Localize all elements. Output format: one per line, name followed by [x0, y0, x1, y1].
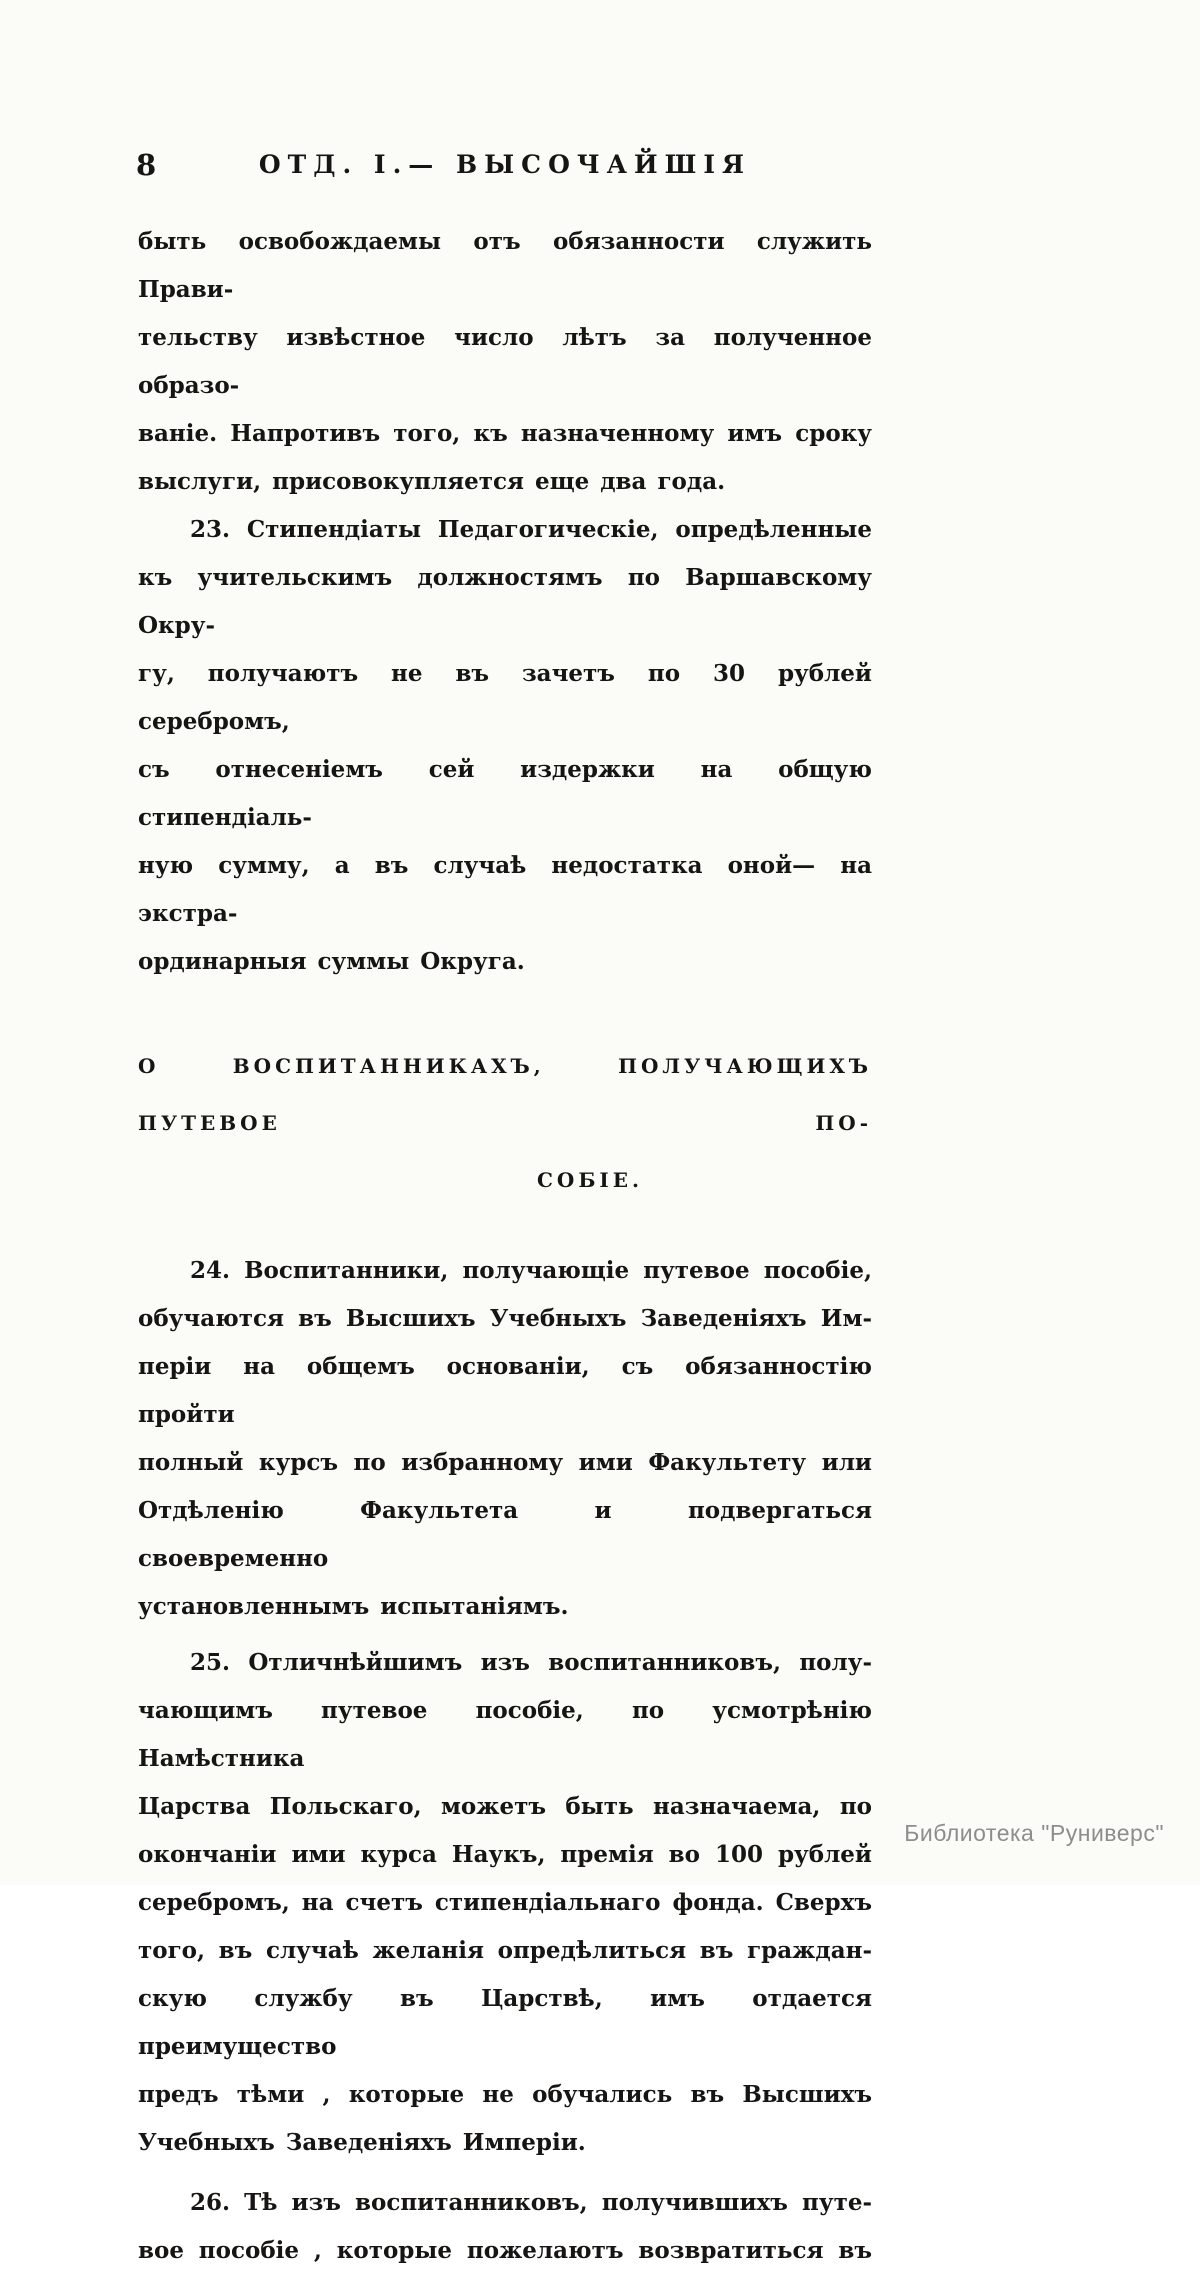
- running-header: ОТД. I.— ВЫСОЧАЙШІЯ: [258, 150, 752, 179]
- text-line: вое пособіе , которые пожелаютъ возвратиться въ: [138, 2237, 872, 2264]
- text-line: обучаются въ Высшихъ Учебныхъ Заведеніяхъ Им-: [138, 1305, 872, 1332]
- text-line: серебромъ, на счетъ стипендіальнаго фонда. Сверхъ: [138, 1889, 872, 1916]
- text-line: того, въ случаѣ желанія опредѣлиться въ граждан-: [138, 1937, 872, 1964]
- paragraph: [138, 2179, 872, 2275]
- text-line: ваніе. Напротивъ того, къ назначенному имъ сроку: [138, 420, 872, 447]
- watermark-text: Библиотека "Руниверс": [904, 1820, 1164, 1846]
- section-heading-line: СОБІЕ.: [537, 1168, 643, 1192]
- text-line: 24. Воспитанники, получающіе путевое пособіе,: [190, 1257, 872, 1284]
- text-line: ординарныя суммы Округа.: [138, 948, 525, 975]
- text-line: скую службу въ Царствѣ, имъ отдается преимущество: [138, 1985, 872, 2060]
- text-line: 23. Стипендіаты Педагогическіе, опредѣленные: [190, 516, 872, 543]
- text-line: полный курсъ по избранному ими Факультету или: [138, 1449, 872, 1476]
- text-body: [138, 218, 872, 2275]
- text-line: тельству извѣстное число лѣтъ за полученное образо-: [138, 324, 872, 399]
- paragraph: [138, 1639, 872, 2167]
- paragraph: [138, 218, 872, 506]
- text-line: быть освобождаемы отъ обязанности служить Прави-: [138, 228, 872, 303]
- text-line: ную сумму, а въ случаѣ недостатка оной— на экстра-: [138, 852, 872, 927]
- text-line: 26. Тѣ изъ воспитанниковъ, получившихъ путе-: [190, 2189, 872, 2216]
- page-number: 8: [136, 148, 157, 182]
- text-line: Царства Польскаго, можетъ быть назначаема, по: [138, 1793, 872, 1820]
- text-line: періи на общемъ основаніи, съ обязанностію пройти: [138, 1353, 872, 1428]
- paragraph: [138, 506, 872, 986]
- section-heading: [138, 1038, 872, 1209]
- text-line: окончаніи ими курса Наукъ, премія во 100 рублей: [138, 1841, 872, 1868]
- text-line: установленнымъ испытаніямъ.: [138, 1593, 569, 1620]
- text-line: выслуги, присовокупляется еще два года.: [138, 468, 726, 495]
- paragraph: [138, 1247, 872, 1631]
- text-line: чающимъ путевое пособіе, по усмотрѣнію Намѣстника: [138, 1697, 872, 1772]
- section-heading-line: О ВОСПИТАННИКАХЪ, ПОЛУЧАЮЩИХЪ ПУТЕВОЕ ПО-: [138, 1054, 872, 1135]
- text-line: гу, получаютъ не въ зачетъ по 30 рублей серебромъ,: [138, 660, 872, 735]
- text-line: Учебныхъ Заведеніяхъ Имперіи.: [138, 2129, 586, 2156]
- text-line: къ учительскимъ должностямъ по Варшавскому Окру-: [138, 564, 872, 639]
- text-line: предъ тѣми , которые не обучались въ Высшихъ: [138, 2081, 872, 2108]
- text-line: Отдѣленію Факультета и подвергаться своевременно: [138, 1497, 872, 1572]
- text-line: съ отнесеніемъ сей издержки на общую стипендіаль-: [138, 756, 872, 831]
- text-line: 25. Отличнѣйшимъ изъ воспитанниковъ, полу-: [190, 1649, 872, 1676]
